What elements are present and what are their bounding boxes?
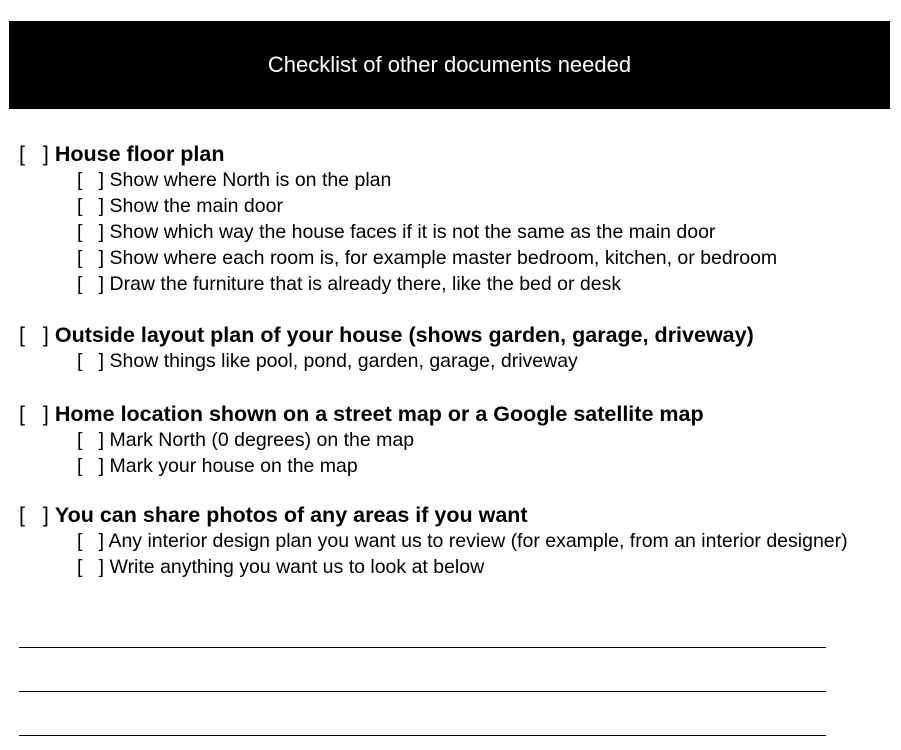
checkbox[interactable]: [ ] [19, 503, 49, 527]
checklist-item [19, 348, 889, 374]
checklist-item [19, 219, 889, 245]
checkbox[interactable]: [ ] [77, 350, 105, 372]
section-heading-label: You can share photos of any areas if you want [54, 503, 528, 527]
section-heading [19, 502, 889, 528]
checklist-item [19, 245, 889, 271]
checkbox[interactable]: [ ] [77, 247, 105, 269]
checkbox[interactable]: [ ] [77, 195, 105, 217]
section-house-floor-plan [19, 141, 889, 297]
checklist-item [19, 453, 889, 479]
section-heading-label: Outside layout plan of your house (shows garden, garage, driveway) [54, 323, 754, 347]
section-heading [19, 401, 889, 427]
checklist-item-label: Show the main door [109, 195, 283, 217]
checklist-item-label: Show where each room is, for example master bedroom, kitchen, or bedroom [109, 247, 778, 269]
checkbox[interactable]: [ ] [19, 142, 49, 166]
section-share-photos [19, 502, 889, 580]
checklist-item-label: Draw the furniture that is already there, like the bed or desk [109, 273, 622, 295]
checklist-item [19, 193, 889, 219]
checklist-item-label: Show which way the house faces if it is not the same as the main door [109, 221, 716, 243]
checklist-item [19, 167, 889, 193]
checkbox[interactable]: [ ] [19, 402, 49, 426]
checklist-item-label: Mark North (0 degrees) on the map [109, 429, 415, 451]
checklist-item [19, 271, 889, 297]
section-heading-label: Home location shown on a street map or a Google satellite map [54, 402, 704, 426]
checklist-item-label: Write anything you want us to look at below [109, 556, 485, 578]
section-heading [19, 322, 889, 348]
banner-title: Checklist of other documents needed [267, 52, 632, 77]
checkbox[interactable]: [ ] [77, 530, 105, 552]
checkbox[interactable]: [ ] [77, 169, 105, 191]
checkbox[interactable]: [ ] [19, 323, 49, 347]
writing-line[interactable] [19, 691, 826, 692]
writing-line[interactable] [19, 735, 826, 736]
checklist-banner [9, 21, 890, 109]
checklist-item [19, 554, 889, 580]
writing-line[interactable] [19, 647, 826, 648]
section-heading [19, 141, 889, 167]
section-home-location-map [19, 401, 889, 479]
checklist-item-label: Show where North is on the plan [109, 169, 392, 191]
checkbox[interactable]: [ ] [77, 556, 105, 578]
checklist-item-label: Show things like pool, pond, garden, garage, driveway [109, 350, 578, 372]
checkbox[interactable]: [ ] [77, 273, 105, 295]
checklist-item-label: Any interior design plan you want us to review (for example, from an interior designer) [108, 530, 848, 552]
checkbox[interactable]: [ ] [77, 221, 105, 243]
checklist-item-label: Mark your house on the map [109, 455, 358, 477]
checklist-item [19, 528, 889, 554]
section-heading-label: House floor plan [54, 142, 225, 166]
checkbox[interactable]: [ ] [77, 429, 105, 451]
section-outside-layout-plan [19, 322, 889, 374]
checklist-item [19, 427, 889, 453]
checkbox[interactable]: [ ] [77, 455, 105, 477]
